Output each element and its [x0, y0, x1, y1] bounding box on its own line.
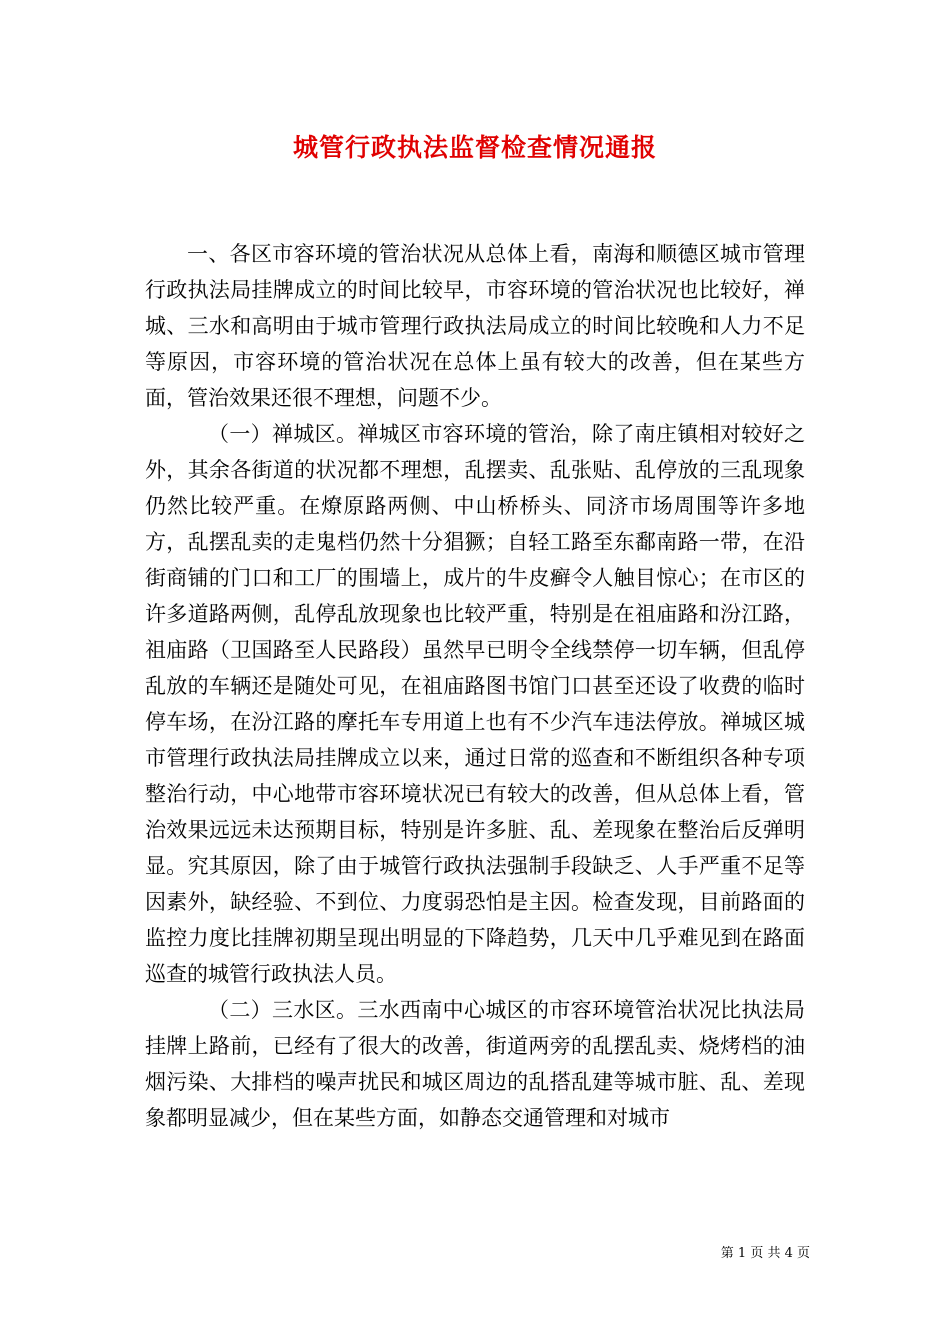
document-body: [145, 236, 805, 1136]
paragraph-sanshui: （二）三水区。三水西南中心城区的市容环境管治状况比执法局挂牌上路前，已经有了很大的改善，街道两旁的乱摆乱卖、烧烤档的油烟污染、大排档的噪声扰民和城区周边的乱搭乱建等城市脏、乱、差现象都明显减少，但在某些方面，如静态交通管理和对城市: [145, 998, 805, 1130]
page-number: 第 1 页 共 4 页: [720, 1246, 810, 1261]
document-title: 城管行政执法监督检查情况通报: [292, 133, 657, 162]
paragraph-chancheng: （一）禅城区。禅城区市容环境的管治，除了南庄镇相对较好之外，其余各街道的状况都不理想，乱摆卖、乱张贴、乱停放的三乱现象仍然比较严重。在燎原路两侧、中山桥桥头、同济市场周围等许多地方，乱摆乱卖的走鬼档仍然十分猖獗；自轻工路至东鄱南路一带，在沿街商铺的门口和工厂的围墙上，成片的牛皮癣令人触目惊心；在市区的许多道路两侧，乱停乱放现象也比较严重，特别是在祖庙路和汾江路，祖庙路（卫国路至人民路段）虽然早已明令全线禁停一切车辆，但乱停乱放的车辆还是随处可见，在祖庙路图书馆门口甚至还设了收费的临时停车场，在汾江路的摩托车专用道上也有不少汽车违法停放。禅城区城市管理行政执法局挂牌成立以来，通过日常的巡查和不断组织各种专项整治行动，中心地带市容环境状况已有较大的改善，但从总体上看，管治效果远远未达预期目标，特别是许多脏、乱、差现象在整治后反弹明显。究其原因，除了由于城管行政执法强制手段缺乏、人手严重不足等因素外，缺经验、不到位、力度弱恐怕是主因。检查发现，目前路面的监控力度比挂牌初期呈现出明显的下降趋势，几天中几乎难见到在路面巡查的城管行政执法人员。: [145, 422, 805, 986]
paragraph-overview: 一、各区市容环境的管治状况从总体上看，南海和顺德区城市管理行政执法局挂牌成立的时间比较早，市容环境的管治状况也比较好，禅城、三水和高明由于城市管理行政执法局成立的时间比较晚和人力不足等原因，市容环境的管治状况在总体上虽有较大的改善，但在某些方面，管治效果还很不理想，问题不少。: [145, 242, 805, 410]
